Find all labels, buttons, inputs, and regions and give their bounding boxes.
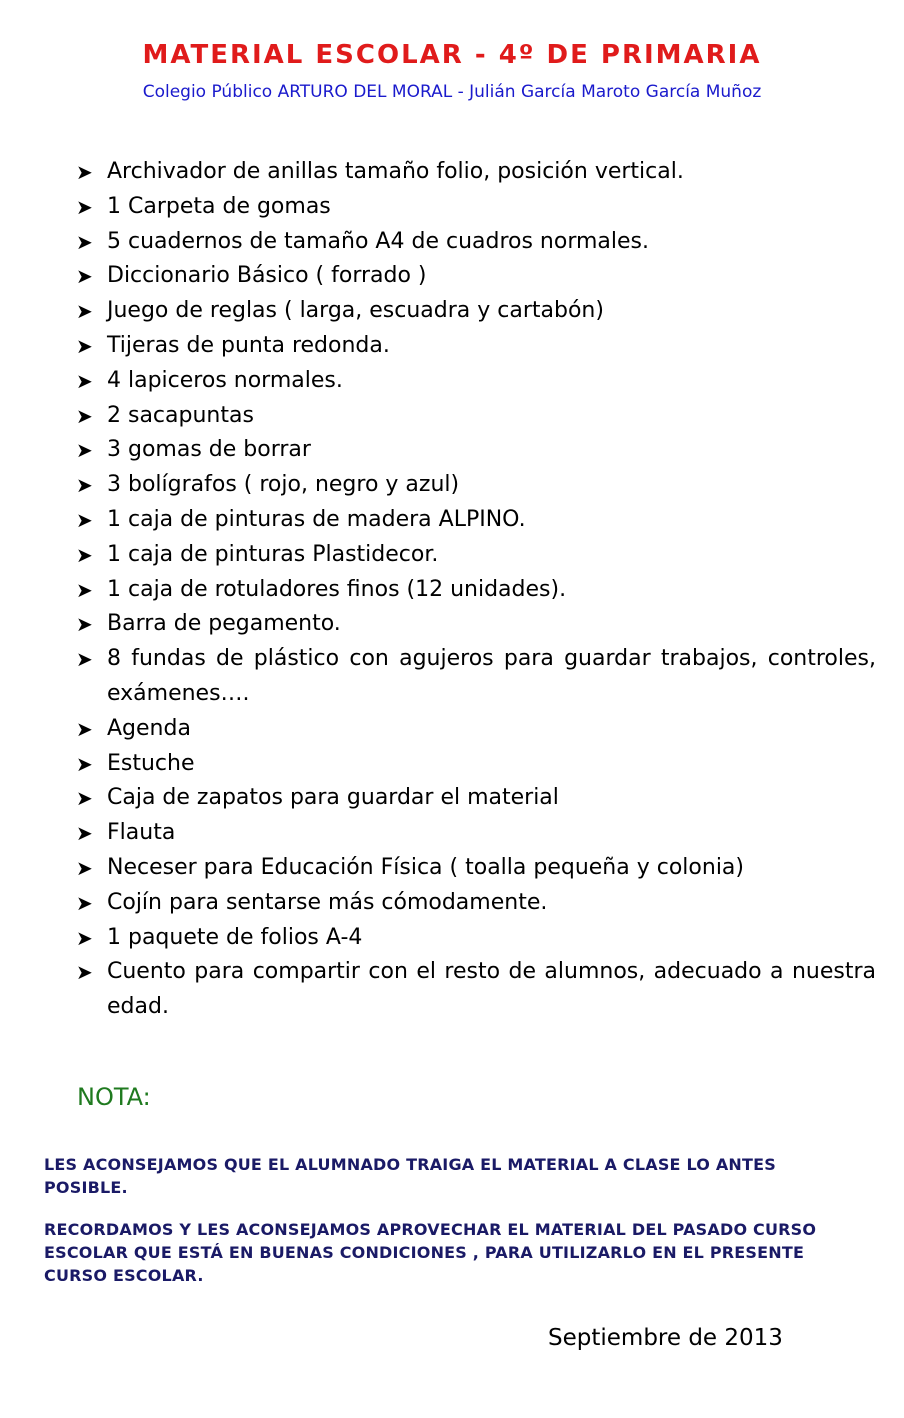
arrow-bullet-icon: ➤ xyxy=(76,751,93,776)
arrow-bullet-icon: ➤ xyxy=(76,333,93,358)
list-item-text: Neceser para Educación Física ( toalla pequeña y colonia) xyxy=(107,854,744,880)
arrow-bullet-icon: ➤ xyxy=(76,786,93,811)
arrow-bullet-icon: ➤ xyxy=(76,194,93,219)
document-title: MATERIAL ESCOLAR - 4º DE PRIMARIA xyxy=(142,40,762,70)
list-item xyxy=(76,573,876,608)
arrow-bullet-icon: ➤ xyxy=(76,368,93,393)
list-item xyxy=(76,399,876,434)
list-item-text: 1 caja de rotuladores finos (12 unidades). xyxy=(107,576,567,602)
arrow-bullet-icon: ➤ xyxy=(76,160,93,184)
list-item xyxy=(76,886,876,921)
list-item-text: Estuche xyxy=(107,750,195,776)
arrow-bullet-icon: ➤ xyxy=(76,821,93,846)
list-item-text: 1 paquete de folios A-4 xyxy=(107,924,363,950)
list-item xyxy=(76,259,876,294)
arrow-bullet-icon: ➤ xyxy=(76,542,93,567)
list-item-text: Tijeras de punta redonda. xyxy=(107,332,390,358)
arrow-bullet-icon: ➤ xyxy=(76,438,93,463)
list-item xyxy=(76,955,876,1025)
list-item-text: Diccionario Básico ( forrado ) xyxy=(107,263,427,289)
list-item xyxy=(76,294,876,329)
arrow-bullet-icon: ➤ xyxy=(76,299,93,324)
list-item-text: Cuento para compartir con el resto de alumnos, adecuado a nuestra edad. xyxy=(107,959,876,1020)
arrow-bullet-icon: ➤ xyxy=(76,855,93,880)
list-item xyxy=(76,781,876,816)
list-item-text: 1 Carpeta de gomas xyxy=(107,193,331,219)
list-item xyxy=(76,364,876,399)
list-item-text: Cojín para sentarse más cómodamente. xyxy=(107,889,548,915)
arrow-bullet-icon: ➤ xyxy=(76,890,93,915)
list-item xyxy=(76,329,876,364)
list-item-text: Flauta xyxy=(107,820,176,846)
list-item xyxy=(76,712,876,747)
list-item xyxy=(76,468,876,503)
document-subtitle: Colegio Público ARTURO DEL MORAL - Julián García Maroto García Muñoz xyxy=(142,82,762,102)
arrow-bullet-icon: ➤ xyxy=(76,925,93,950)
arrow-bullet-icon: ➤ xyxy=(76,577,93,602)
list-item xyxy=(76,155,876,190)
list-item-text: Caja de zapatos para guardar el material xyxy=(107,785,559,811)
arrow-bullet-icon: ➤ xyxy=(76,229,93,254)
list-item xyxy=(76,851,876,886)
arrow-bullet-icon: ➤ xyxy=(76,473,93,498)
list-item-text: Agenda xyxy=(107,715,191,741)
arrow-bullet-icon: ➤ xyxy=(76,264,93,289)
list-item-text: 1 caja de pinturas Plastidecor. xyxy=(107,541,439,567)
arrow-bullet-icon: ➤ xyxy=(76,507,93,532)
list-item xyxy=(76,503,876,538)
list-item xyxy=(76,816,876,851)
list-item xyxy=(76,433,876,468)
arrow-bullet-icon: ➤ xyxy=(76,612,93,637)
list-item-text: Juego de reglas ( larga, escuadra y cartabón) xyxy=(107,298,604,324)
arrow-bullet-icon: ➤ xyxy=(76,647,93,672)
notice-paragraph-2: RECORDAMOS Y LES ACONSEJAMOS APROVECHAR EL MATERIAL DEL PASADO CURSO ESCOLAR QUE ESTÁ EN BUENAS CONDICIONES , PARA UTILIZARLO EN EL PRESENTE CURSO ESCOLAR. xyxy=(44,1220,817,1285)
arrow-bullet-icon: ➤ xyxy=(76,960,93,985)
list-item-text: 1 caja de pinturas de madera ALPINO. xyxy=(107,506,526,532)
list-item xyxy=(76,225,876,260)
list-item xyxy=(76,190,876,225)
arrow-bullet-icon: ➤ xyxy=(76,403,93,428)
list-item xyxy=(76,921,876,956)
list-item-text: 8 fundas de plástico con agujeros para guardar trabajos, controles, exámenes…. xyxy=(107,646,876,706)
list-item-text: 5 cuadernos de tamaño A4 de cuadros normales. xyxy=(107,228,650,254)
material-list xyxy=(76,155,876,1025)
nota-heading: NOTA: xyxy=(77,1083,151,1111)
arrow-bullet-icon: ➤ xyxy=(76,716,93,741)
document-date: Septiembre de 2013 xyxy=(548,1325,783,1351)
list-item-text: 4 lapiceros normales. xyxy=(107,367,343,393)
list-item xyxy=(76,642,876,712)
list-item-text: 2 sacapuntas xyxy=(107,402,254,428)
list-item-text: 3 bolígrafos ( rojo, negro y azul) xyxy=(107,472,460,498)
list-item-text: Barra de pegamento. xyxy=(107,611,341,637)
list-item xyxy=(76,607,876,642)
notice-paragraph-1: LES ACONSEJAMOS QUE EL ALUMNADO TRAIGA EL MATERIAL A CLASE LO ANTES POSIBLE. xyxy=(44,1155,776,1197)
list-item xyxy=(76,538,876,573)
list-item-text: 3 gomas de borrar xyxy=(107,437,311,463)
list-item-text: Archivador de anillas tamaño folio, posición vertical. xyxy=(107,159,684,184)
list-item xyxy=(76,747,876,782)
